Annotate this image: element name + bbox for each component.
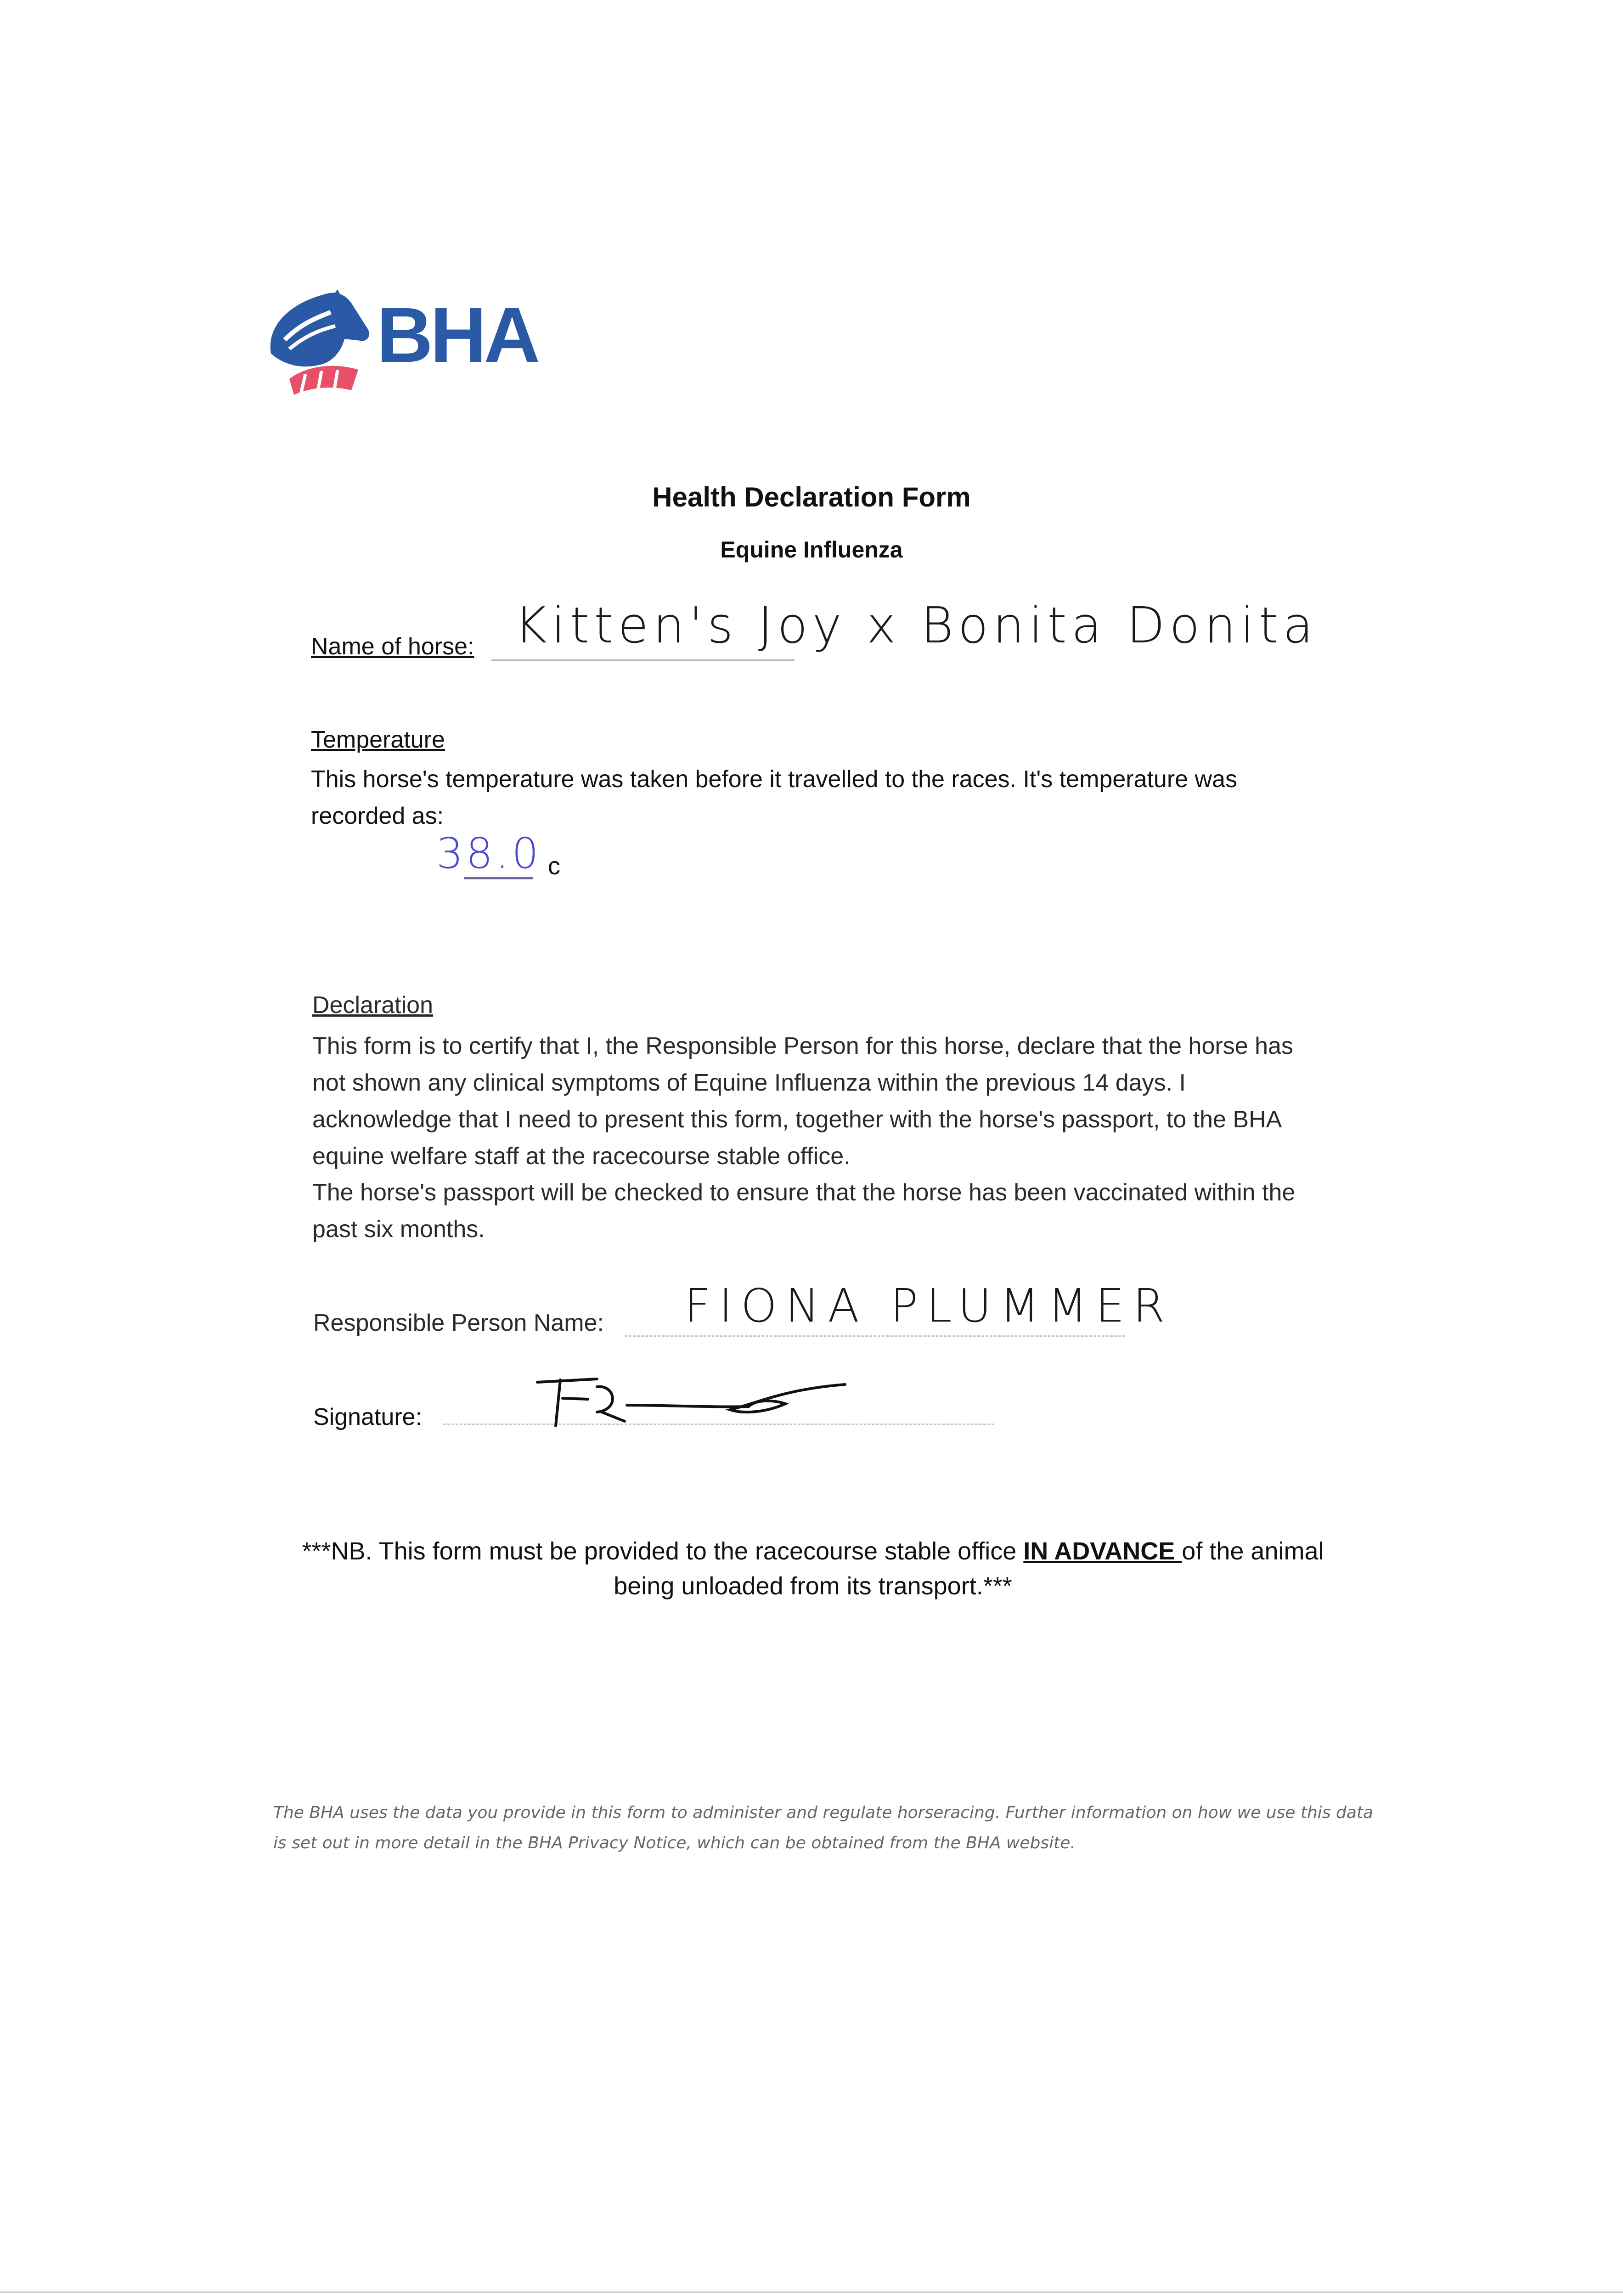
- advance-notice-prefix: ***NB. This form must be provided to the racecourse stable office: [302, 1537, 1024, 1565]
- advance-notice-emphasis: IN ADVANCE: [1023, 1537, 1182, 1565]
- declaration-paragraph-1: This form is to certify that I, the Responsible Person for this horse, declare that the horse has not shown any clinical symptoms of Equine Influenza within the previous 14 days. I acknowledge that I need to present this form, together with the horse's passport, to the BHA equine welfare staff at the racecourse stable office.: [312, 1033, 1293, 1170]
- temperature-line: [464, 877, 533, 879]
- temperature-heading: Temperature: [311, 726, 445, 753]
- responsible-person-line: [625, 1335, 1125, 1337]
- declaration-heading: Declaration: [312, 992, 434, 1019]
- horse-name-label: Name of horse:: [311, 633, 474, 660]
- signature-image[interactable]: [528, 1366, 859, 1435]
- horse-head-icon: [257, 285, 377, 400]
- form-subtitle: Equine Influenza: [720, 537, 903, 563]
- declaration-paragraph-2: The horse's passport will be checked to ensure that the horse has been vaccinated within the past six months.: [312, 1179, 1296, 1243]
- responsible-person-label: Responsible Person Name:: [313, 1310, 604, 1336]
- signature-label: Signature:: [313, 1404, 423, 1430]
- scan-edge: [0, 2291, 1623, 2293]
- horse-name-line: [491, 659, 795, 661]
- temperature-value[interactable]: 38.0: [436, 829, 541, 878]
- advance-notice: [276, 1534, 1350, 1604]
- temperature-unit: c: [548, 852, 560, 880]
- bha-logo: [257, 285, 551, 400]
- horse-name-value[interactable]: Kitten's Joy x Bonita Donita: [514, 597, 1318, 654]
- privacy-footer: The BHA uses the data you provide in this form to administer and regulate horseracing. Further information on how we use this data is set out in more detail in the BHA Privacy Notice, which can be obtained from the BHA website.: [273, 1803, 1374, 1852]
- temperature-text: This horse's temperature was taken before it travelled to the races. It's temperature was recorded as:: [311, 766, 1238, 829]
- bha-logo-text: BHA: [377, 292, 538, 379]
- advance-notice-suffix: of the animal being unloaded from its transport.***: [614, 1537, 1324, 1600]
- form-title: Health Declaration Form: [652, 482, 971, 512]
- responsible-person-value[interactable]: FIONA PLUMMER: [684, 1279, 1173, 1333]
